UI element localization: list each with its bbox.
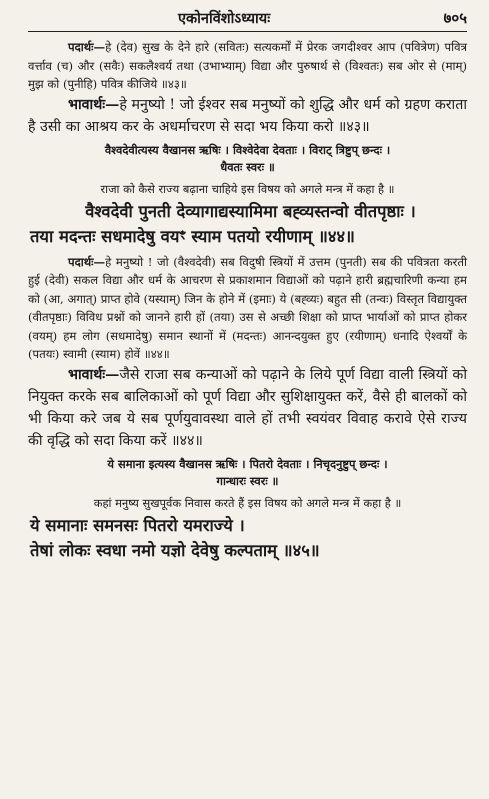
bhavartha-label: भावार्थः— xyxy=(68,366,120,383)
mantra-45-line2: तेषां लोकः स्वधा नमो यज्ञो देवेषु कल्पताम् ॥४५॥ xyxy=(30,540,320,560)
padartha-label: पदार्थः— xyxy=(68,40,106,54)
padartha-text: हे (देव) सुख के देने हारे (सवितः) सत्यकर्मों में प्रेरक जगदीश्वर आप (पवित्रेण) पवित्र वर्त्ताव (च) और (सवैः) सकलैश्वर्य तथा (उभाभ्याम्) विद्या और पुरुषार्थ से (विश्वतः) सब ओर से (माम्) मुझ को (पुनीहि) पवित्र कीजिये ॥४३॥ xyxy=(28,40,467,91)
mantra-45-line1: ये समानाः समनसः पितरो यमराज्ये । xyxy=(30,515,245,535)
mantra-intro-45: कहां मनुष्य सुखपूर्वक निवास करते हैं इस विषय को अगले मन्त्र में कहा है ॥ xyxy=(93,495,402,510)
bhavartha-label: भावार्थः— xyxy=(68,96,120,113)
mantra-meta-44-line2: धैवतः स्वरः ॥ xyxy=(220,159,275,174)
mantra-meta-45-line2: गान्धारः स्वरः ॥ xyxy=(216,473,279,488)
bhavartha-text: हे मनुष्यो ! जो ईश्वर सब मनुष्यों को शुद्धि और धर्म को ग्रहण कराता है उसी का आश्रय कर के अधर्माचरण से सदा भय किया करो ॥४३॥ xyxy=(28,96,467,135)
mantra-meta-44-line1: वैश्वदेवीत्यस्य वैखानस ऋषिः । विश्वेदेवा देवताः । विराट् त्रिष्टुप् छन्दः । xyxy=(104,142,391,157)
chapter-title: एकोनविंशोऽध्यायः xyxy=(178,10,271,27)
bhavartha-44 xyxy=(28,364,467,452)
mantra-44-line1: वैश्वदेवी पुनती देव्यागाद्यस्यामिमा बह्व्यस्तन्वो वीतपृष्ठाः । xyxy=(85,201,416,221)
mantra-44-line2: तया मदन्तः सधमादेषु वयꣳ स्याम पतयो रयीणाम् ॥४४॥ xyxy=(30,226,355,246)
padartha-43 xyxy=(28,38,467,94)
page-number: ७०५ xyxy=(443,9,467,27)
mantra-meta-45-line1: ये समाना इत्यस्य वैखानस ऋषिः । पितरो देवताः । निचृदनुष्टुप् छन्दः । xyxy=(107,456,388,471)
bhavartha-43 xyxy=(28,94,467,138)
mantra-intro-44: राजा को कैसे राज्य बढ़ाना चाहिये इस विषय को अगले मन्त्र में कहा है ॥ xyxy=(100,181,395,196)
padartha-text: हे मनुष्यो ! जो (वैश्वदेवी) सब विदुषी स्त्रियों में उत्तम (पुनती) सब की पवित्रता करती हुई (देवी) सकल विद्या और धर्म के आचरण से प्रकाशमान विद्याओं को पढ़ाने हारी ब्रह्मचारिणी कन्या हम को (आ, अगात्) प्राप्त होवे (यस्याम्) जिन के होने में (इमाः) ये (बह्व्यः) बहुत सी (तन्वः) विस्तृत विद्यायुक्त (वीतपृष्ठाः) विविध प्रश्नों को जानने हारी हों (तया) उस से अच्छी शिक्षा को प्राप्त भार्याओं को प्राप्त होकर (वयम्) हम लोग (सधमादेषु) समान स्थानों में (मदन्तः) आनन्दयुक्त हुए (रयीणाम्) धनादि ऐश्वर्यों के (पतयः) स्वामी (स्याम) होवें ॥४४॥ xyxy=(28,254,467,361)
padartha-44 xyxy=(28,253,467,364)
padartha-label: पदार्थः— xyxy=(68,254,106,269)
page-header xyxy=(28,8,467,32)
bhavartha-text: जैसे राजा सब कन्याओं को पढ़ाने के लिये पूर्ण विद्या वाली स्त्रियों को नियुक्त करके सब बालिकाओं को पूर्ण विद्या और सुशिक्षायुक्त करें, वैसे ही बालकों को भी किया करे जब ये सब पूर्णयुवावस्था वाले हों तभी स्वयंवर विवाह करावे ऐसे राज्य की वृद्धि को सदा किया करें ॥४४॥ xyxy=(28,366,467,449)
